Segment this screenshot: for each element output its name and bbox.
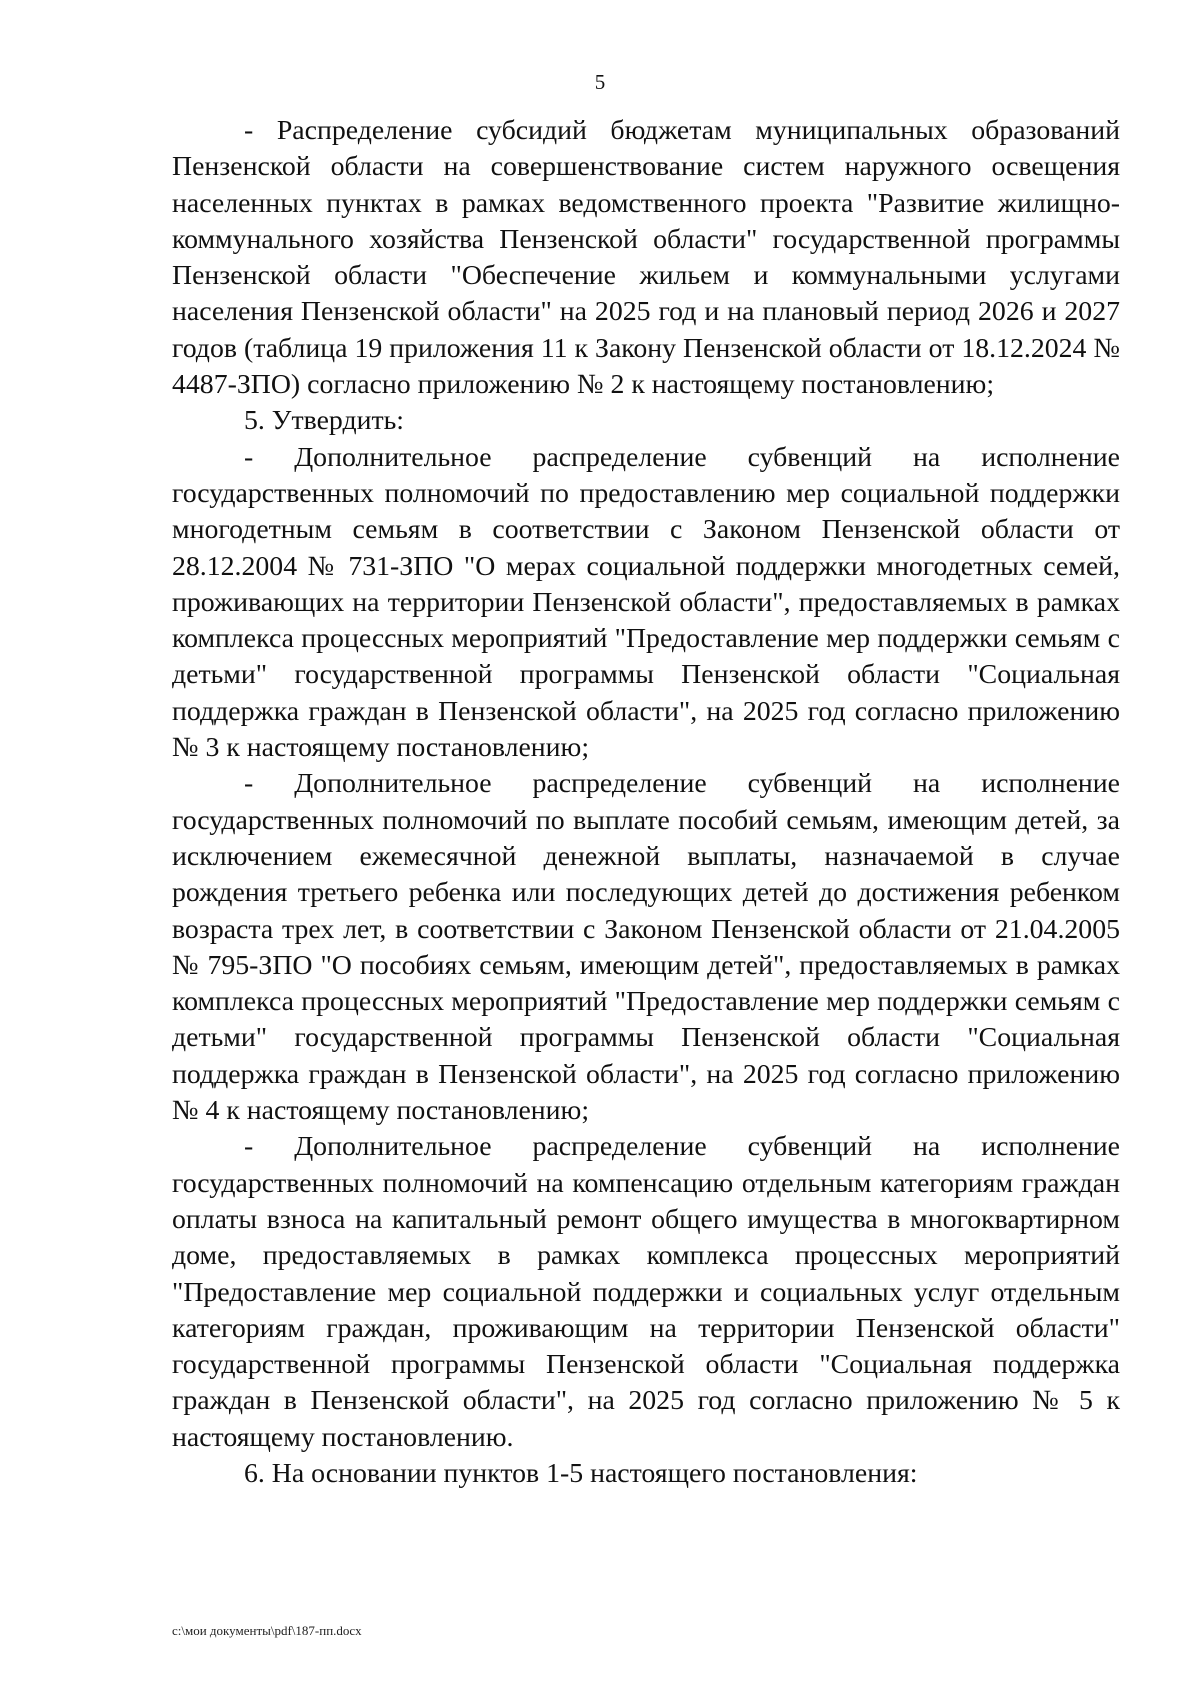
paragraph-subvention-child-benefits: - Дополнительное распределение субвенций на исполнение государственных полномочий по выплате пособий семьям, имеющим детей, за исключением ежемесячной денежной выплаты, назначаемой в случае рождения третьего ребенка или последующих детей до достижения ребенком возраста трех лет, в соответствии с Законом Пензенской области от 21.04.2005 № 795-ЗПО "О пособиях семьям, имеющим детей", предоставляемых в рамках комплекса процессных мероприятий "Предоставление мер поддержки семьям с детьми" государственной программы Пензенской области "Социальная поддержка граждан в Пензенской области", на 2025 год согласно приложению № 4 к настоящему постановлению;: [172, 768, 1120, 1127]
document-body: [172, 113, 1120, 1492]
paragraph-subvention-large-families: - Дополнительное распределение субвенций на исполнение государственных полномочий по предоставлению мер социальной поддержки многодетным семьям в соответствии с Законом Пензенской области от 28.12.2004 № 731-ЗПО "О мерах социальной поддержки многодетных семей, проживающих на территории Пензенской области", предоставляемых в рамках комплекса процессных мероприятий "Предоставление мер поддержки семьям с детьми" государственной программы Пензенской области "Социальная поддержка граждан в Пензенской области", на 2025 год согласно приложению № 3 к настоящему постановлению;: [172, 441, 1120, 764]
paragraph-item-5-approve: 5. Утвердить:: [244, 405, 405, 437]
page-number: 5: [594, 70, 606, 94]
paragraph-subvention-capital-repair: - Дополнительное распределение субвенций на исполнение государственных полномочий на компенсацию отдельным категориям граждан оплаты взноса на капитальный ремонт общего имущества в многоквартирном доме, предоставляемых в рамках комплекса процессных мероприятий "Предоставление мер социальной поддержки и социальных услуг отдельным категориям граждан, проживающим на территории Пензенской области" государственной программы Пензенской области "Социальная поддержка граждан в Пензенской области", на 2025 год согласно приложению № 5 к настоящему постановлению.: [172, 1131, 1120, 1453]
footer-file-path: c:\мои документы\pdf\187-пп.docx: [172, 1623, 362, 1638]
paragraph-item-6: 6. На основании пунктов 1-5 настоящего постановления:: [244, 1457, 918, 1489]
paragraph-subsidy-lighting: - Распределение субсидий бюджетам муниципальных образований Пензенской области на совершенствование систем наружного освещения населенных пунктах в рамках ведомственного проекта "Развитие жилищно-коммунального хозяйства Пензенской области" государственной программы Пензенской области "Обеспечение жильем и коммунальными услугами населения Пензенской области" на 2025 год и на плановый период 2026 и 2027 годов (таблица 19 приложения 11 к Закону Пензенской области от 18.12.2024 № 4487-ЗПО) согласно приложению № 2 к настоящему постановлению;: [172, 115, 1120, 401]
